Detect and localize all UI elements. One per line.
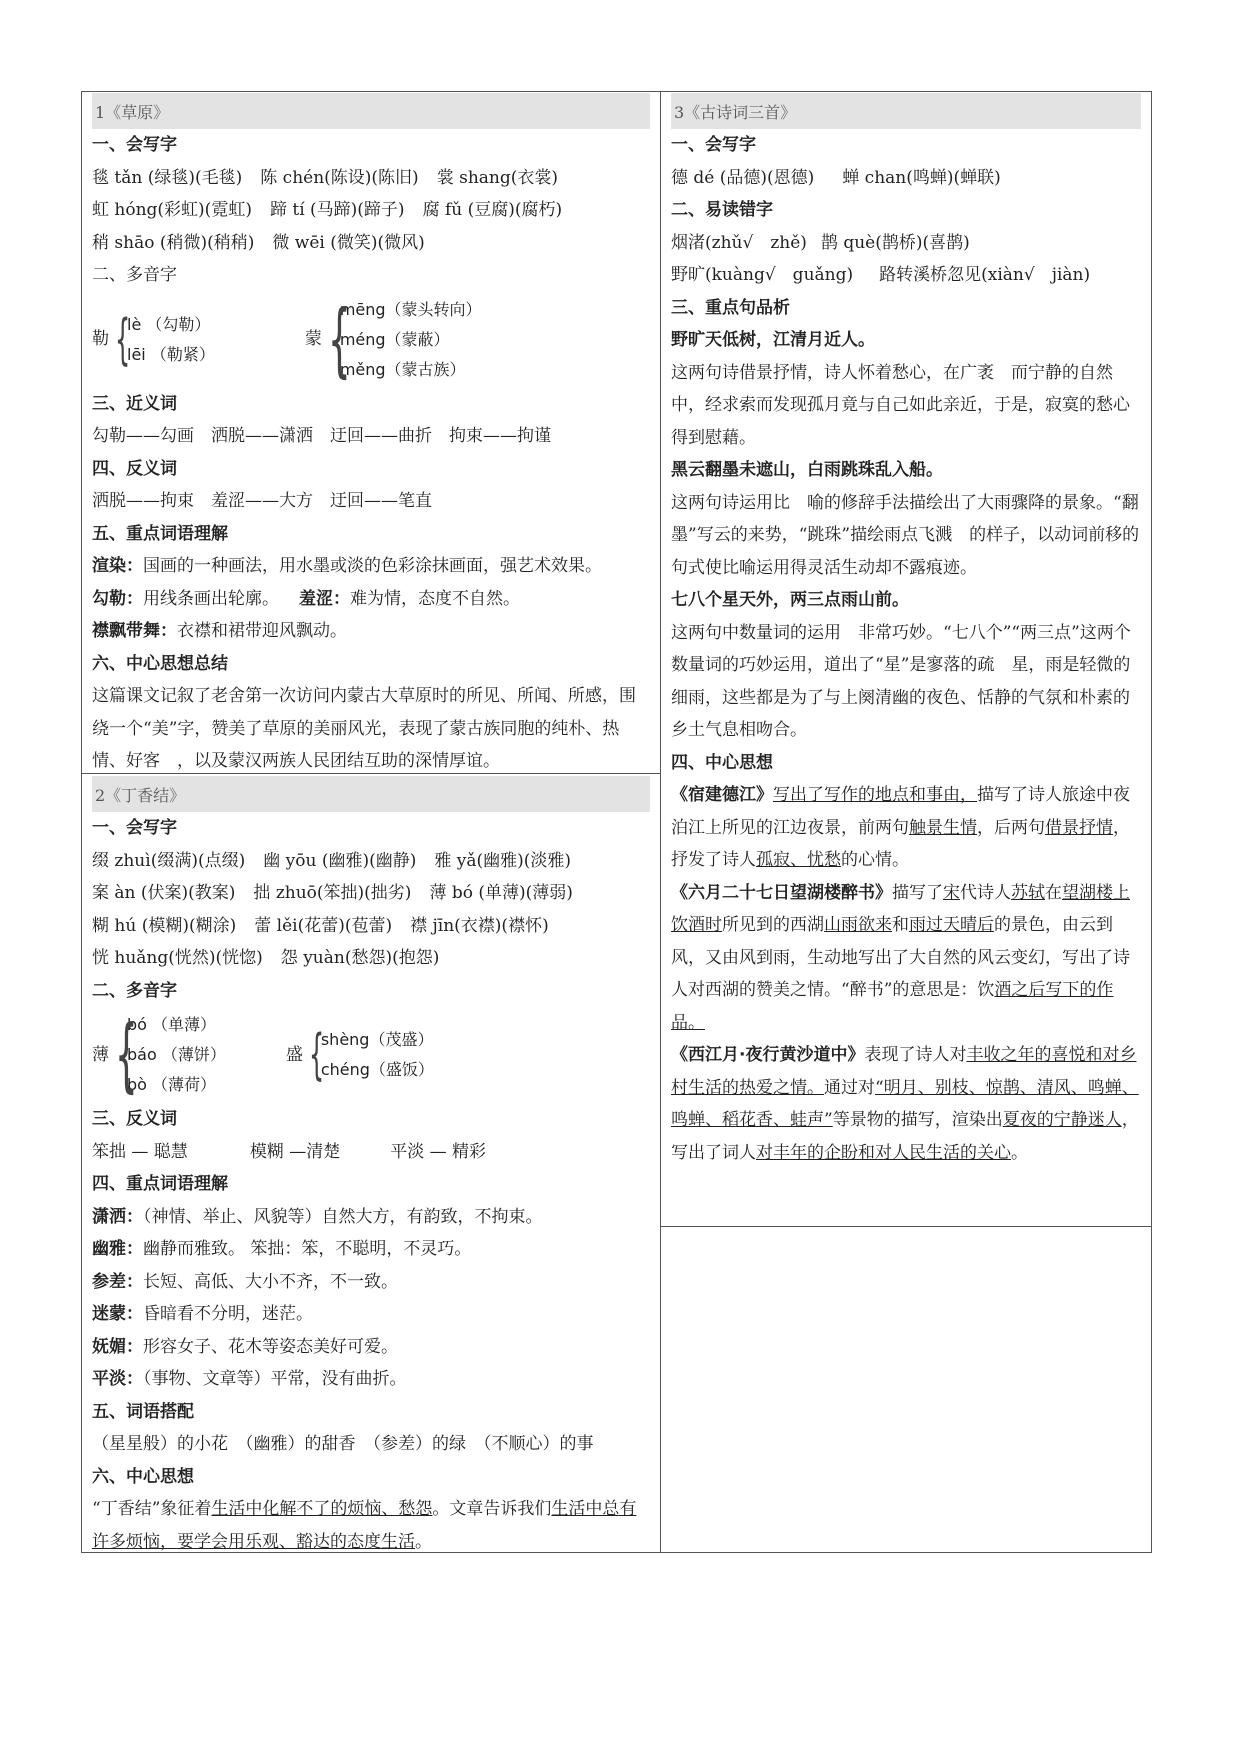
idea-text: 。 bbox=[1011, 1142, 1028, 1163]
polyphone-option: bò （薄荷） bbox=[127, 1075, 217, 1094]
heading-synonyms: 三、近义词 bbox=[92, 393, 177, 414]
heading-write: 一、会写字 bbox=[92, 135, 177, 155]
polyphone-option: lè （勾勒） bbox=[127, 314, 211, 334]
polyphone-option: méng（蒙蔽） bbox=[339, 329, 450, 349]
section-title: 2《丁香结》 bbox=[92, 776, 650, 812]
write-row: 虹 hóng(彩虹)(霓虹) 蹄 tí (马蹄)(蹄子) 腐 fǔ (豆腐)(腐朽) bbox=[92, 200, 563, 220]
idea-text: 孤寂、忧愁 bbox=[756, 850, 841, 870]
idea-text: 宋 bbox=[943, 882, 960, 903]
idea-text: 雨过天晴后 bbox=[909, 915, 994, 935]
heading-antonyms: 四、反义词 bbox=[92, 458, 177, 479]
idea-text: 代诗人 bbox=[960, 882, 1011, 903]
word-definition: 参差：长短、高低、大小不齐，不一致。 bbox=[92, 1271, 398, 1292]
key-sentence: 七八个星天外，两三点雨山前。 bbox=[671, 590, 909, 610]
heading-write: 一、会写字 bbox=[92, 818, 177, 838]
heading-key-words: 五、重点词语理解 bbox=[92, 523, 228, 544]
heading-key-words: 四、重点词语理解 bbox=[92, 1174, 228, 1194]
section-gushici bbox=[661, 93, 1151, 1169]
write-row: 稍 shāo (稍微)(稍稍) 微 wēi (微笑)(微风) bbox=[92, 232, 425, 253]
polyphone-option: mēng（蒙头转向） bbox=[339, 299, 482, 319]
sentence-analysis: 这两句中数量词的运用 非常巧妙。“七八个”“两三点”这两个数量词的巧妙运用，道出了“星”是寥落的疏 星，雨是轻微的细雨，这些都是为了与上阕清幽的夜色、恬静的气氛和朴素的乡土气息相吻合。 bbox=[671, 622, 1131, 740]
idea-text: “明月、别枝、惊鹊、清风、鸣蝉、鸣蝉、稻花香、蛙声” bbox=[671, 1077, 1139, 1130]
write-row: 恍 huǎng(恍然)(恍惚) 怨 yuàn(愁怨)(抱怨) bbox=[92, 948, 440, 968]
section-dingxiangjie bbox=[82, 776, 660, 1558]
word-definition: 迷蒙：昏暗看不分明，迷茫。 bbox=[92, 1304, 313, 1324]
poem-title: 《宿建德江》 bbox=[671, 785, 773, 805]
central-idea-poem1 bbox=[671, 779, 1141, 877]
idea-text: 表现了诗人对 bbox=[864, 1045, 967, 1065]
polyphone-option: chéng（盛饭） bbox=[320, 1060, 434, 1079]
idea-text: ，后两句 bbox=[977, 817, 1045, 838]
section-caoyuan bbox=[82, 93, 660, 778]
heading-antonyms: 三、反义词 bbox=[92, 1109, 177, 1129]
brace-icon: { bbox=[114, 307, 131, 371]
key-sentence: 野旷天低树，江清月近人。 bbox=[671, 330, 875, 350]
idea-text: 的景色，由云到风，又由风到雨，生动地写出了大自然的风云变幻，写出了诗人对西湖的赞美之情。“醉书”的意思是：饮 bbox=[671, 915, 1130, 1000]
polyphone-option: lēi （勒紧） bbox=[127, 344, 215, 364]
central-idea-poem3 bbox=[671, 1039, 1141, 1169]
polyphone-option: měng（蒙古族） bbox=[339, 359, 466, 379]
idea-text: 酒之后写下的作品。 bbox=[671, 980, 1114, 1033]
idea-text: ，抒发了诗人 bbox=[671, 817, 1130, 870]
idea-text: 的心情。 bbox=[841, 850, 909, 870]
section-title: 1《草原》 bbox=[92, 93, 650, 129]
polyphone-option: bó （单薄） bbox=[127, 1015, 217, 1034]
idea-text: 夏夜的宁静迷人 bbox=[1002, 1110, 1122, 1130]
idea-text: 等景物的描写，渲染出 bbox=[832, 1110, 1003, 1130]
idea-text: 触景生情 bbox=[909, 817, 977, 838]
sentence-analysis: 这两句诗运用比 喻的修辞手法描绘出了大雨骤降的景象。“翻墨”写云的来势，“跳珠”描绘雨点飞溅 的样子，以动词前移的句式使比喻运用得灵活生动却不露痕迹。 bbox=[671, 492, 1140, 578]
write-row: 德 dé (品德)(恩德) 蝉 chan(鸣蝉)(蝉联) bbox=[671, 167, 1001, 188]
polyphone-option: báo （薄饼） bbox=[127, 1045, 226, 1064]
idea-text: 苏轼 bbox=[1011, 882, 1045, 903]
write-row: 糊 hú (模糊)(糊涂) 蕾 lěi(花蕾)(苞蕾) 襟 jīn(衣襟)(襟怀) bbox=[92, 915, 549, 936]
heading-polyphone: 二、多音字 bbox=[92, 265, 177, 285]
idea-text: ，写出了词人 bbox=[671, 1110, 1139, 1163]
central-idea-poem2 bbox=[671, 877, 1141, 1040]
brace-icon: { bbox=[327, 292, 351, 386]
idea-text: 丰收之年的喜悦和对乡村生活的热爱之情。 bbox=[671, 1045, 1137, 1098]
idea-text: 所见到的西湖 bbox=[722, 915, 824, 935]
heading-write: 一、会写字 bbox=[671, 135, 756, 155]
polyphone-char: 蒙 bbox=[304, 329, 322, 350]
polyphone-char: 盛 bbox=[285, 1044, 303, 1065]
heading-central-idea: 六、中心思想 bbox=[92, 1466, 194, 1487]
word-definition: 潇洒：（神情、举止、风貌等）自然大方，有韵致，不拘束。 bbox=[92, 1206, 543, 1227]
idea-text: 山雨欲来 bbox=[824, 915, 892, 935]
write-row: 案 àn (伏案)(教案) 拙 zhuō(笨拙)(拙劣) 薄 bó (单薄)(薄弱) bbox=[92, 883, 573, 903]
misread-row: 野旷(kuàng√ guǎng) 路转溪桥忽见(xiàn√ jiàn) bbox=[671, 265, 1091, 285]
idea-text: 写出了写作的地点和事由， bbox=[773, 785, 977, 805]
misread-row: 烟渚(zhǔ√ zhě) 鹊 què(鹊桥)(喜鹊) bbox=[671, 232, 970, 253]
heading-collocation: 五、词语搭配 bbox=[92, 1401, 194, 1422]
word-definition: 幽雅：幽静而雅致。 笨拙：笨，不聪明，不灵巧。 bbox=[92, 1239, 472, 1259]
poem-title: 《六月二十七日望湖楼醉书》 bbox=[671, 882, 892, 903]
word-definition: 勾勒：用线条画出轮廓。 羞涩：难为情，态度不自然。 bbox=[92, 588, 520, 609]
brace-icon: { bbox=[308, 1023, 325, 1086]
heading-polyphone: 二、多音字 bbox=[92, 980, 177, 1001]
idea-text: 在 bbox=[1045, 882, 1062, 903]
brace-icon: { bbox=[114, 1008, 138, 1101]
write-row: 缀 zhuì(缀满)(点缀) 幽 yōu (幽雅)(幽静) 雅 yǎ(幽雅)(淡雅) bbox=[92, 850, 572, 871]
polyphone-char: 薄 bbox=[92, 1044, 109, 1065]
heading-summary: 六、中心思想总结 bbox=[92, 653, 228, 674]
idea-text: 描写了 bbox=[892, 882, 943, 903]
word-definition: 襟飘带舞：衣襟和裙带迎风飘动。 bbox=[92, 621, 347, 641]
collocation: （星星般）的小花 （幽雅）的甜香 （参差）的绿 （不顺心）的事 bbox=[92, 1434, 594, 1454]
heading-central-idea: 四、中心思想 bbox=[671, 752, 773, 773]
antonyms: 洒脱——拘束 羞涩——大方 迂回——笔直 bbox=[92, 491, 432, 511]
polyphone-char: 勒 bbox=[92, 329, 109, 350]
idea-text: 和 bbox=[892, 915, 909, 935]
idea-text: 望湖楼上饮酒时 bbox=[671, 882, 1130, 935]
word-definition: 渲染：国画的一种画法，用水墨或淡的色彩涂抹画面，强艺术效果。 bbox=[92, 556, 602, 576]
write-row: 毯 tǎn (绿毯)(毛毯) 陈 chén(陈设)(陈旧) 裳 shang(衣裳) bbox=[92, 167, 558, 188]
idea-text: 通过对 bbox=[824, 1077, 875, 1098]
idea-text: 借景抒情 bbox=[1045, 817, 1113, 838]
polyphone-option: shèng（茂盛） bbox=[320, 1030, 434, 1049]
sentence-analysis: 这两句诗借景抒情，诗人怀着愁心，在广袤 而宁静的自然中，经求索而发现孤月竟与自己如此亲近，于是，寂寞的愁心得到慰藉。 bbox=[671, 362, 1130, 448]
right-section-divider bbox=[660, 1226, 1152, 1227]
polyphone-group bbox=[92, 1009, 650, 1101]
heading-misread: 二、易读错字 bbox=[671, 200, 773, 220]
poem-title: 《西江月·夜行黄沙道中》 bbox=[671, 1045, 865, 1065]
section-title: 3《古诗词三首》 bbox=[671, 93, 1141, 129]
summary-text: 这篇课文记叙了老舍第一次访问内蒙古大草原时的所见、所闻、所感，围绕一个“美”字，赞美了草原的美丽风光，表现了蒙古族同胞的纯朴、热情、好客 ，以及蒙汉两族人民团结互助的深情厚谊。 bbox=[92, 686, 636, 771]
idea-text: 对丰年的企盼和对人民生活的关心 bbox=[756, 1142, 1011, 1163]
idea-text: 描写了诗人旅途中夜泊江上所见的江边夜景，前两句 bbox=[671, 785, 1130, 838]
polyphone-group bbox=[92, 294, 650, 386]
key-sentence: 黑云翻墨未遮山，白雨跳珠乱入船。 bbox=[671, 460, 943, 480]
synonyms: 勾勒——勾画 洒脱——潇洒 迂回——曲折 拘束——拘谨 bbox=[92, 426, 551, 446]
antonyms: 笨拙 — 聪慧 模糊 —清楚 平淡 — 精彩 bbox=[92, 1141, 487, 1162]
word-definition: 妩媚：形容女子、花木等姿态美好可爱。 bbox=[92, 1336, 398, 1357]
central-idea-text: “丁香结”象征着生活中化解不了的烦恼、愁怨。文章告诉我们生活中总有许多烦恼，要学会用乐观、豁达的态度生活。 bbox=[92, 1499, 637, 1552]
heading-key-sentences: 三、重点句品析 bbox=[671, 297, 790, 318]
word-definition: 平淡：（事物、文章等）平常，没有曲折。 bbox=[92, 1369, 407, 1389]
